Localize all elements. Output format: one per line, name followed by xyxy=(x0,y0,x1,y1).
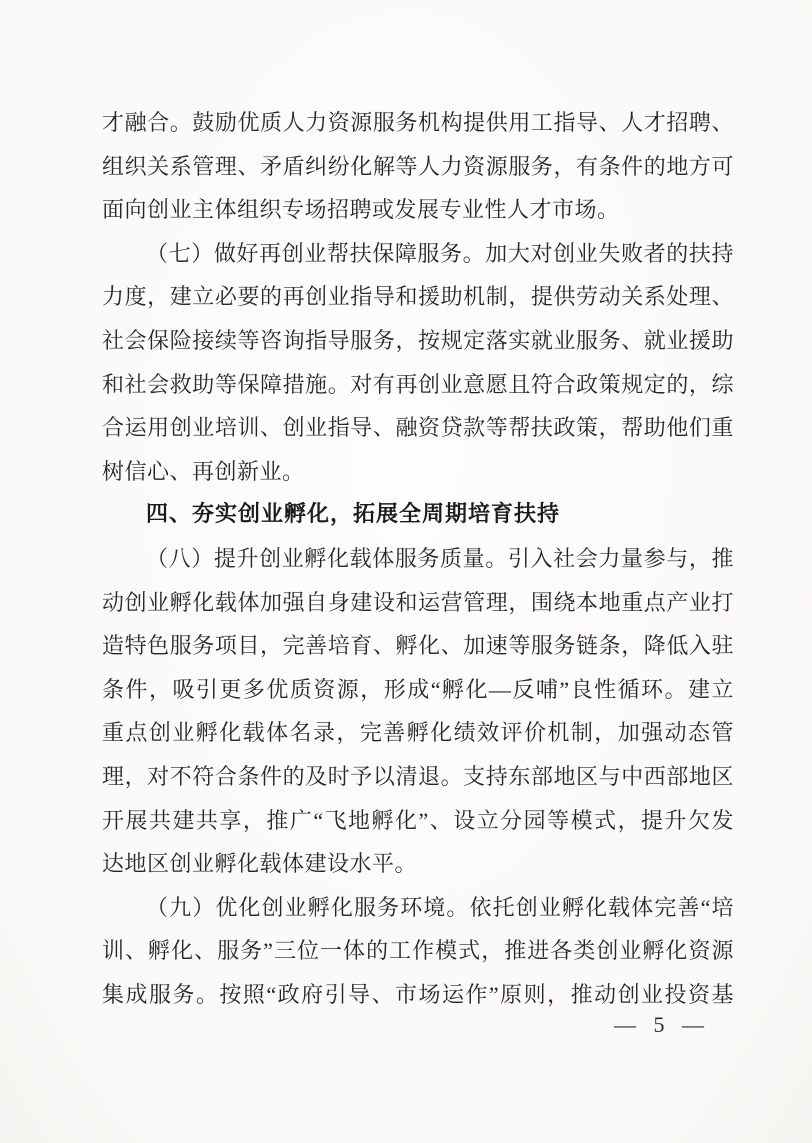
body-line: 集成服务。按照“政府引导、市场运作”原则，推动创业投资基 xyxy=(102,981,734,1007)
paragraph-eight-lead-line: （八）提升创业孵化载体服务质量。引入社会力量参与，推 xyxy=(146,545,734,571)
body-line: 合运用创业培训、创业指导、融资贷款等帮扶政策，帮助他们重 xyxy=(102,415,734,441)
body-line: 重点创业孵化载体名录，完善孵化绩效评价机制，加强动态管 xyxy=(102,720,734,746)
body-line: 训、孵化、服务”三位一体的工作模式，推进各类创业孵化资源 xyxy=(102,938,734,964)
body-line: 开展共建共享，推广“飞地孵化”、设立分园等模式，提升欠发 xyxy=(102,807,734,833)
body-line: 力度，建立必要的再创业指导和援助机制，提供劳动关系处理、 xyxy=(102,284,734,310)
document-body xyxy=(102,101,734,1016)
body-line: 面向创业主体组织专场招聘或发展专业性人才市场。 xyxy=(102,197,620,223)
paragraph-nine-lead-line: （九）优化创业孵化服务环境。依托创业孵化载体完善“培 xyxy=(146,894,734,920)
body-line: 树信心、再创新业。 xyxy=(102,458,305,484)
page-number: — 5 — xyxy=(614,1012,706,1037)
body-line: 组织关系管理、矛盾纠纷化解等人力资源服务，有条件的地方可 xyxy=(102,153,734,179)
body-line: 和社会救助等保障措施。对有再创业意愿且符合政策规定的，综 xyxy=(102,371,734,397)
body-line: 条件，吸引更多优质资源，形成“孵化—反哺”良性循环。建立 xyxy=(102,676,734,702)
body-line: 才融合。鼓励优质人力资源服务机构提供用工指导、人才招聘、 xyxy=(102,110,734,135)
section-heading-four: 四、夯实创业孵化，拓展全周期培育扶持 xyxy=(146,502,561,528)
paragraph-seven-lead-line: （七）做好再创业帮扶保障服务。加大对创业失败者的扶持 xyxy=(146,240,734,266)
body-line: 造特色服务项目，完善培育、孵化、加速等服务链条，降低入驻 xyxy=(102,633,734,659)
body-line: 理，对不符合条件的及时予以清退。支持东部地区与中西部地区 xyxy=(102,763,734,789)
body-line: 动创业孵化载体加强自身建设和运营管理，围绕本地重点产业打 xyxy=(102,589,734,615)
body-line: 达地区创业孵化载体建设水平。 xyxy=(102,851,418,877)
body-line: 社会保险接续等咨询指导服务，按规定落实就业服务、就业援助 xyxy=(102,327,734,353)
